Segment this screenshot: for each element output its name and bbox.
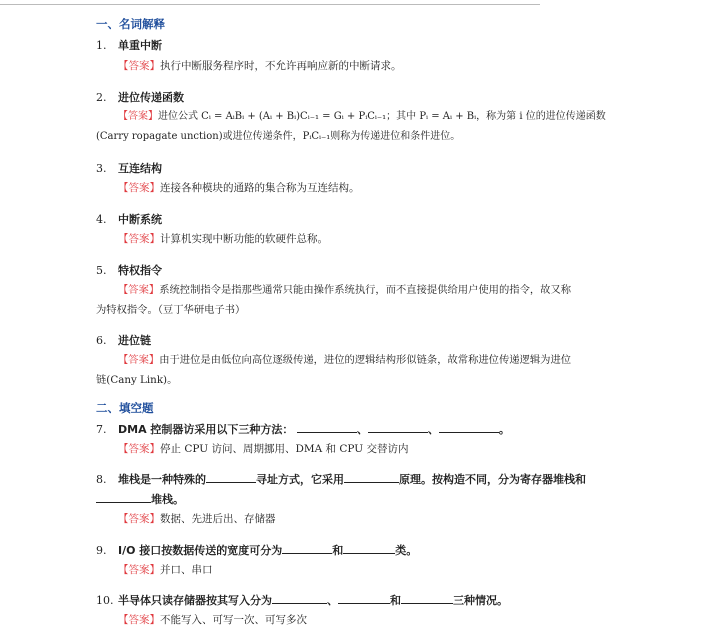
blank bbox=[344, 471, 399, 483]
term-item-4: 4. 中断系统 bbox=[96, 213, 162, 226]
fill-answer-8: 【答案】数据、先进后出、存储器 bbox=[118, 513, 276, 525]
term-answer-4: 【答案】计算机实现中断功能的软硬件总称。 bbox=[118, 233, 328, 245]
fill-item-9: 9. I/O 接口按数据传送的宽度可分为 和 类。 bbox=[96, 544, 418, 557]
term-answer-5: 【答案】系统控制指令是指那些通常只能由操作系统执行，而不直接提供给用户使用的指令，故又称 为特权指令。（豆丁华研电子书） bbox=[96, 284, 572, 316]
fill-item-10: 10. 半导体只读存储器按其写入分为 、 和 三种情况。 bbox=[96, 594, 508, 607]
fill-item-7: 7. DMA 控制器访采用以下三种方法： 、 、 。 bbox=[96, 423, 510, 436]
term-item-5: 5. 特权指令 bbox=[96, 264, 162, 277]
term-item-1: 1. 单重中断 bbox=[96, 39, 162, 52]
term-item-2: 2. 进位传递函数 bbox=[96, 91, 184, 104]
blank bbox=[439, 421, 499, 433]
fill-answer-9: 【答案】并口、串口 bbox=[118, 564, 213, 576]
blank bbox=[338, 592, 390, 604]
blank bbox=[96, 491, 151, 503]
fill-answer-10: 【答案】不能写入、可写一次、可写多次 bbox=[118, 614, 307, 626]
answer-tag: 【答案】 bbox=[118, 60, 160, 72]
section-title-terms: 一、名词解释 bbox=[96, 17, 165, 31]
blank bbox=[297, 421, 357, 433]
section-title-fill: 二、填空题 bbox=[96, 401, 154, 415]
blank bbox=[343, 542, 395, 554]
term-item-3: 3. 互连结构 bbox=[96, 162, 162, 175]
term-answer-1: 【答案】执行中断服务程序时，不允许再响应新的中断请求。 bbox=[118, 60, 402, 72]
fill-answer-7: 【答案】停止 CPU 访问、周期挪用、DMA 和 CPU 交替访内 bbox=[118, 443, 409, 455]
blank bbox=[282, 542, 332, 554]
term-answer-6: 【答案】由于进位是由低位向高位逐级传递，进位的逻辑结构形似链条，故常称进位传递逻辑为进位 链(Cany Link)。 bbox=[96, 354, 572, 386]
blank bbox=[401, 592, 453, 604]
fill-item-8: 8. 堆栈是一种特殊的 寻址方式，它采用 原理。按构造不同，分为寄存器堆栈和 堆栈。 bbox=[96, 473, 586, 506]
term-item-6: 6. 进位链 bbox=[96, 334, 151, 347]
blank bbox=[272, 592, 327, 604]
term-answer-2: 【答案】进位公式 Cᵢ = AᵢBᵢ + (Aᵢ + Bᵢ)Cᵢ₋₁ = Gᵢ + PᵢCᵢ₋₁；其中 Pᵢ = Aᵢ + Bᵢ，称为第 i 位的进位传递函数 (Carry ropagate unction)或进位传递条件，PᵢCᵢ₋₁则称为传递进位和条件进位。 bbox=[96, 111, 606, 142]
term-answer-3: 【答案】连接各种模块的通路的集合称为互连结构。 bbox=[118, 182, 360, 194]
blank bbox=[206, 471, 256, 483]
blank bbox=[368, 421, 428, 433]
top-rule bbox=[0, 4, 540, 5]
